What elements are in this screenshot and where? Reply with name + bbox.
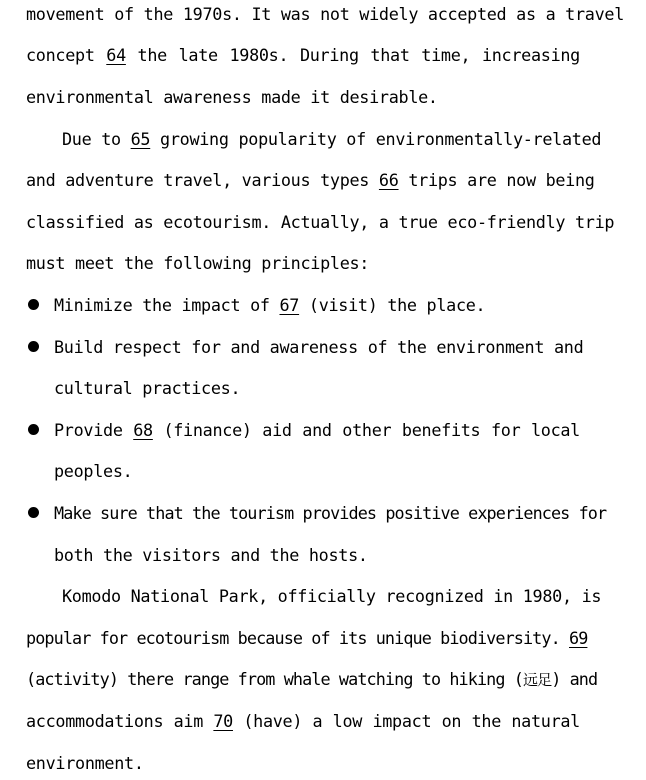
bullet-item-continuation: peoples. bbox=[54, 461, 133, 481]
bullet-icon bbox=[28, 299, 39, 310]
paragraph-first-line: Komodo National Park, officially recognized in 1980, is bbox=[62, 586, 602, 606]
bullet-icon bbox=[28, 341, 39, 352]
paragraph-first-line: Due to 65 growing popularity of environmentally-related bbox=[62, 129, 602, 149]
bullet-item: Build respect for and awareness of the environment and bbox=[54, 337, 584, 357]
text-line: movement of the 1970s. It was not widely accepted as a travel bbox=[26, 4, 624, 24]
bullet-item: Minimize the impact of 67 (visit) the place. bbox=[54, 295, 486, 315]
text-line: environment. bbox=[26, 753, 144, 773]
chinese-gloss: 远足 bbox=[522, 671, 552, 689]
text-line: (activity) there range from whale watching to hiking (远足) and bbox=[26, 669, 598, 689]
bullet-item-continuation: both the visitors and the hosts. bbox=[54, 545, 368, 565]
bullet-item-continuation: cultural practices. bbox=[54, 378, 241, 398]
text-line: popular for ecotourism because of its unique biodiversity. 69 bbox=[26, 628, 588, 648]
blank-66[interactable]: 66 bbox=[378, 170, 399, 190]
text-line: accommodations aim 70 (have) a low impact on the natural bbox=[26, 711, 580, 731]
text-line: environmental awareness made it desirable. bbox=[26, 87, 438, 107]
text-line: classified as ecotourism. Actually, a true eco-friendly trip bbox=[26, 212, 615, 232]
bullet-icon bbox=[28, 507, 39, 518]
text-line: and adventure travel, various types 66 trips are now being bbox=[26, 170, 595, 190]
blank-70[interactable]: 70 bbox=[213, 711, 233, 731]
bullet-item: Provide 68 (finance) aid and other benefits for local bbox=[54, 420, 580, 440]
text-line: concept 64 the late 1980s. During that time, increasing bbox=[26, 45, 580, 65]
blank-64[interactable]: 64 bbox=[106, 45, 126, 65]
blank-69[interactable]: 69 bbox=[569, 628, 588, 648]
blank-68[interactable]: 68 bbox=[133, 420, 153, 440]
bullet-icon bbox=[28, 424, 39, 435]
bullet-item: Make sure that the tourism provides positive experiences for bbox=[54, 503, 607, 523]
blank-67[interactable]: 67 bbox=[279, 295, 300, 315]
text-line: must meet the following principles: bbox=[26, 253, 370, 273]
blank-65[interactable]: 65 bbox=[130, 129, 151, 149]
